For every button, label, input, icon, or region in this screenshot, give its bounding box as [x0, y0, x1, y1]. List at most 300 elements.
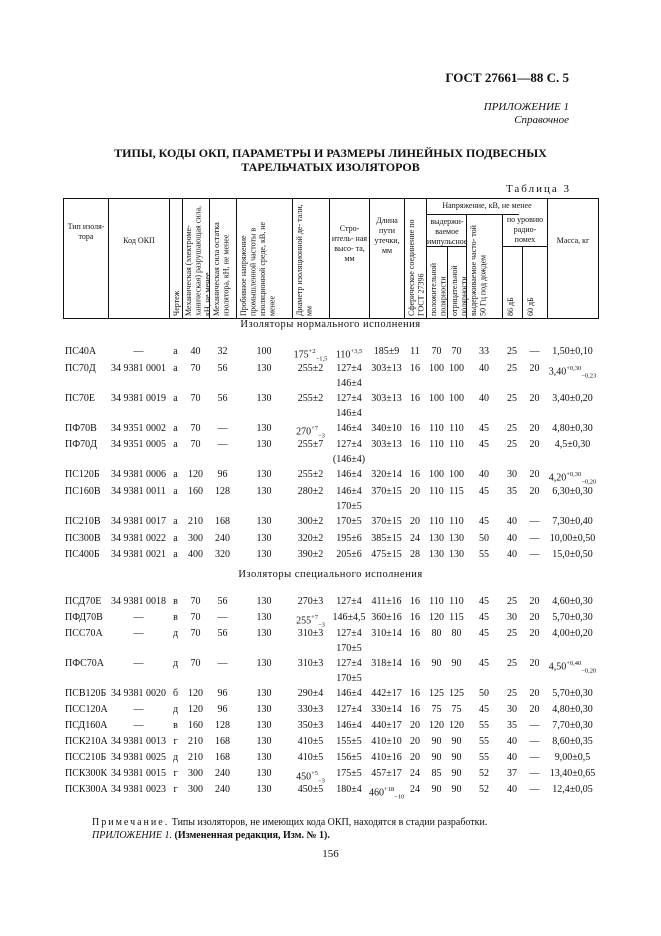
cell-neg: 90	[451, 784, 462, 795]
cell-fr: 96	[217, 704, 228, 715]
col-negative: отрицательной полярности	[450, 265, 469, 316]
cell-rain: 33	[479, 346, 489, 357]
cell-dr: д	[172, 658, 179, 669]
cell-r86: 37	[507, 768, 517, 779]
cell-pos: 110	[429, 439, 444, 450]
cell-type: ПФ70Д	[65, 439, 97, 450]
cell-neg: 100	[449, 393, 464, 404]
cell-type: ПСС210Б	[65, 752, 107, 763]
cell-neg: 80	[451, 628, 462, 639]
cell-okp: —	[133, 628, 144, 639]
cell-d: 255±7	[297, 439, 324, 450]
cell-u: 130	[256, 393, 272, 404]
cell-h: 146±4	[336, 720, 362, 731]
col-withstand: выдержи- ваемое импульсное	[427, 217, 468, 246]
cell-r60: 20	[529, 469, 540, 480]
cell-r86: 25	[507, 346, 517, 357]
cell-pos: 75	[431, 704, 442, 715]
cell-f: 210	[188, 752, 203, 763]
cell-rain: 45	[479, 486, 489, 497]
cell-dr: г	[173, 768, 178, 779]
cell-u: 130	[256, 439, 272, 450]
cell-d: 255±2	[297, 363, 324, 374]
cell-l: 303±13	[371, 439, 402, 450]
cell-r60: —	[529, 720, 540, 731]
cell-r60: —	[529, 346, 540, 357]
col-mass: Масса, кг	[556, 236, 590, 245]
cell-neg: 70	[451, 346, 462, 357]
cell-m: 13,40±0,65	[549, 768, 596, 779]
cell-d: 255±2	[297, 469, 324, 480]
cell-l: 303±13	[371, 363, 402, 374]
cell-fr: 320	[215, 549, 230, 560]
cell-m: 5,70±0,30	[552, 688, 593, 699]
cell-d: $270^{+7}_{-3}$	[296, 425, 325, 440]
cell-type: ПСВ120Б	[65, 688, 107, 699]
cell-h: 205±6	[336, 549, 362, 560]
cell-r60: —	[529, 736, 540, 747]
cell-dr: а	[173, 423, 178, 434]
cell-fr: 32	[217, 346, 228, 357]
col-okp: Код ОКП	[123, 236, 155, 245]
cell-c: 24	[410, 533, 420, 544]
table-row	[63, 703, 598, 717]
cell-h: 127±4	[336, 704, 362, 715]
cell-d: 330±3	[297, 704, 324, 715]
cell-neg: 130	[449, 533, 464, 544]
cell-c: 20	[410, 516, 420, 527]
cell-c: 11	[410, 346, 420, 357]
cell-r86: 40	[507, 516, 517, 527]
cell-fr: 96	[217, 469, 228, 480]
cell-pos: 120	[429, 612, 444, 623]
table-row	[63, 548, 598, 562]
cell-d: $175^{+2}_{-1,5}$	[293, 348, 328, 363]
cell-c: 20	[410, 752, 420, 763]
table-row	[63, 735, 598, 749]
cell-m: 5,70±0,30	[552, 612, 593, 623]
table-row	[63, 627, 598, 641]
cell-c: 20	[410, 736, 420, 747]
cell-dr: а	[173, 363, 178, 374]
cell-c: 28	[410, 549, 420, 560]
appendix-note: Справочное	[514, 114, 569, 126]
table-row-continuation	[63, 500, 598, 514]
cell-d: 320±2	[297, 533, 324, 544]
cell-d: 300±2	[297, 516, 324, 527]
cell-rain: 55	[479, 736, 489, 747]
cell-r86: 40	[507, 549, 517, 560]
cell-l: 440±17	[371, 720, 402, 731]
cell-okp: 34 9351 0005	[111, 439, 166, 450]
cell-type: ПС40А	[65, 346, 97, 357]
cell-okp: 34 9381 0018	[111, 596, 166, 607]
cell-pos: 70	[431, 346, 442, 357]
cell-r60: —	[529, 768, 540, 779]
col-mech-break: Механическая (электроме- ханическая) разрушающая сила, кН, не менее	[184, 205, 212, 316]
cell-r86: 25	[507, 393, 517, 404]
cell-h-alt: 170±5	[336, 643, 362, 654]
col-height: Стро- итель- ная высо- та, мм	[331, 224, 368, 263]
cell-dr: д	[172, 752, 179, 763]
cell-r86: 40	[507, 752, 517, 763]
cell-h-alt: (146±4)	[332, 454, 366, 465]
cell-okp: —	[133, 720, 144, 731]
title-line-1: ТИПЫ, КОДЫ ОКП, ПАРАМЕТРЫ И РАЗМЕРЫ ЛИНЕЙНЫХ ПОДВЕСНЫХ	[114, 146, 547, 160]
cell-rain: 45	[479, 704, 489, 715]
cell-dr: а	[173, 439, 178, 450]
cell-rain: 55	[479, 752, 489, 763]
cell-type: ПС70Д	[65, 363, 96, 374]
table-row	[63, 422, 598, 440]
col-coupling: Сферическое соединение по ГОСТ 27396	[407, 219, 426, 316]
cell-r60: 20	[529, 628, 540, 639]
cell-r60: —	[529, 533, 540, 544]
page-title	[0, 146, 661, 174]
cell-okp: 34 9381 0022	[111, 533, 166, 544]
cell-d: 310±3	[297, 628, 324, 639]
cell-fr: 56	[217, 393, 228, 404]
cell-c: 20	[410, 720, 420, 731]
cell-c: 16	[410, 612, 420, 623]
table-row	[63, 515, 598, 529]
cell-l: 475±15	[371, 549, 402, 560]
cell-d: 410±5	[297, 736, 324, 747]
cell-rain: 40	[479, 469, 489, 480]
cell-m: 9,00±0,5	[554, 752, 591, 763]
cell-rain: 40	[479, 363, 489, 374]
cell-m: 7,70±0,30	[552, 720, 593, 731]
cell-okp: 34 9381 0017	[111, 516, 166, 527]
cell-neg: 115	[449, 612, 464, 623]
cell-l: 410±10	[371, 736, 402, 747]
cell-l: 442±17	[371, 688, 402, 699]
cell-pos: 110	[429, 596, 444, 607]
cell-dr: в	[173, 612, 178, 623]
cell-r86: 40	[507, 533, 517, 544]
cell-m: 4,80±0,30	[552, 423, 593, 434]
table-row	[63, 468, 598, 486]
cell-pos: 130	[429, 549, 444, 560]
cell-okp: —	[133, 346, 144, 357]
cell-dr: в	[173, 596, 178, 607]
cell-okp: 34 9381 0023	[111, 784, 166, 795]
table-row	[63, 438, 598, 452]
cell-dr: б	[172, 688, 179, 699]
cell-l: 360±16	[371, 612, 402, 623]
cell-d: 450±5	[297, 784, 324, 795]
cell-pos: 110	[429, 423, 444, 434]
table-row-continuation	[63, 642, 598, 656]
cell-u: 100	[256, 346, 272, 357]
cell-okp: 34 9381 0025	[111, 752, 166, 763]
cell-h-alt: 170±5	[336, 673, 362, 684]
cell-l: 457±17	[371, 768, 402, 779]
cell-fr: —	[217, 423, 228, 434]
cell-h: 127±4	[336, 596, 362, 607]
cell-m: $4,20^{+0,30}_{-0,20}$	[548, 471, 597, 486]
cell-r86: 35	[507, 486, 517, 497]
cell-r60: —	[529, 752, 540, 763]
cell-r86: 25	[507, 363, 517, 374]
cell-okp: —	[133, 612, 144, 623]
table-row	[63, 595, 598, 609]
cell-pos: 100	[429, 363, 444, 374]
cell-dr: а	[173, 393, 178, 404]
appendix-title: ПРИЛОЖЕНИЕ 1	[483, 101, 569, 113]
cell-c: 24	[410, 768, 420, 779]
cell-h: 146±4	[336, 688, 362, 699]
cell-c: 16	[410, 423, 420, 434]
cell-f: 70	[190, 596, 201, 607]
cell-m: 7,30±0,40	[552, 516, 593, 527]
cell-pos: 110	[429, 486, 444, 497]
cell-f: 300	[188, 784, 203, 795]
cell-dr: а	[173, 516, 178, 527]
cell-f: 120	[188, 469, 203, 480]
cell-c: 16	[410, 628, 420, 639]
cell-r60: 20	[529, 704, 540, 715]
table-row	[63, 719, 598, 733]
cell-l: 370±15	[371, 486, 402, 497]
cell-fr: 240	[215, 768, 230, 779]
cell-u: 130	[256, 628, 272, 639]
cell-r86: 30	[507, 612, 517, 623]
cell-h-alt: 146±4	[336, 408, 362, 419]
cell-r60: 20	[529, 688, 540, 699]
table-row	[63, 532, 598, 546]
cell-okp: 34 9381 0001	[111, 363, 166, 374]
cell-type: ПСК300К	[65, 768, 108, 779]
cell-l: 370±15	[371, 516, 402, 527]
cell-type: ПС210В	[65, 516, 101, 527]
section-normal: Изоляторы нормального исполнения	[240, 319, 421, 330]
cell-u: 130	[256, 596, 272, 607]
cell-c: 16	[410, 658, 420, 669]
cell-type: ПФД70В	[65, 612, 103, 623]
cell-neg: 125	[449, 688, 464, 699]
cell-neg: 100	[449, 469, 464, 480]
cell-r86: 25	[507, 596, 517, 607]
cell-m: $3,40^{+0,30}_{-0,23}$	[548, 365, 597, 380]
col-type: Тип изоля- тора	[67, 222, 105, 241]
note-label: Примечание.	[92, 817, 170, 828]
cell-d: 290±4	[297, 688, 324, 699]
cell-rain: 50	[479, 533, 489, 544]
table-row	[63, 767, 598, 785]
cell-u: 130	[256, 688, 272, 699]
cell-h-alt: 146±4	[336, 378, 362, 389]
cell-rain: 45	[479, 516, 489, 527]
appendix-header	[484, 101, 569, 127]
cell-r86: 25	[507, 423, 517, 434]
cell-pos: 110	[429, 516, 444, 527]
col-r60: 60 дБ	[526, 297, 535, 316]
cell-okp: 34 9381 0013	[111, 736, 166, 747]
cell-pos: 90	[431, 736, 442, 747]
cell-pos: 85	[431, 768, 442, 779]
cell-h: 127±4	[336, 393, 362, 404]
cell-r86: 25	[507, 439, 517, 450]
cell-neg: 90	[451, 736, 462, 747]
cell-dr: г	[173, 784, 178, 795]
table-row	[63, 687, 598, 701]
cell-type: ПФ70В	[65, 423, 97, 434]
footnote	[92, 816, 487, 842]
cell-r86: 30	[507, 704, 517, 715]
cell-d: 255±2	[297, 393, 324, 404]
cell-m: 4,5±0,30	[554, 439, 591, 450]
cell-h: 170±5	[336, 516, 362, 527]
col-impulse-test: Пробивное напряжение промышленной частоты в изоляционной среде, кВ, не менее	[239, 221, 277, 316]
cell-type: ПС70Е	[65, 393, 95, 404]
cell-c: 16	[410, 704, 420, 715]
cell-type: ПСС120А	[65, 704, 108, 715]
cell-d: 280±2	[297, 486, 324, 497]
cell-m: 12,4±0,05	[552, 784, 593, 795]
cell-h: 146±4,5	[332, 612, 366, 623]
cell-l: 385±15	[371, 533, 402, 544]
cell-r60: —	[529, 784, 540, 795]
cell-dr: г	[173, 736, 178, 747]
cell-f: 300	[188, 533, 203, 544]
cell-f: 160	[188, 486, 203, 497]
table-row-continuation	[63, 672, 598, 686]
cell-okp: 34 9381 0006	[111, 469, 166, 480]
cell-r60: 20	[529, 658, 540, 669]
cell-u: 130	[256, 533, 272, 544]
cell-rain: 55	[479, 720, 489, 731]
cell-fr: —	[217, 439, 228, 450]
cell-f: 210	[188, 516, 203, 527]
cell-okp: 34 9381 0011	[111, 486, 166, 497]
table-row	[63, 345, 598, 363]
cell-rain: 45	[479, 423, 489, 434]
cell-d: 310±3	[297, 658, 324, 669]
cell-dr: в	[173, 720, 178, 731]
cell-h: 127±4	[336, 658, 362, 669]
cell-f: 70	[190, 363, 201, 374]
cell-fr: 128	[215, 486, 230, 497]
cell-c: 24	[410, 784, 420, 795]
cell-u: 130	[256, 720, 272, 731]
cell-r60: 20	[529, 363, 540, 374]
cell-h: 146±4	[336, 486, 362, 497]
cell-l: $460^{+18}_{-10}$	[369, 786, 405, 801]
table-row	[63, 657, 598, 675]
cell-h: 195±6	[336, 533, 362, 544]
cell-fr: —	[217, 658, 228, 669]
cell-rain: 45	[479, 658, 489, 669]
cell-rain: 45	[479, 612, 489, 623]
cell-r86: 40	[507, 784, 517, 795]
cell-type: ПСС70А	[65, 628, 103, 639]
cell-neg: 110	[449, 423, 464, 434]
cell-rain: 45	[479, 439, 489, 450]
cell-pos: 90	[431, 784, 442, 795]
cell-neg: 90	[451, 752, 462, 763]
cell-f: 70	[190, 612, 201, 623]
cell-type: ПСК300А	[65, 784, 108, 795]
cell-rain: 40	[479, 393, 489, 404]
cell-c: 16	[410, 596, 420, 607]
cell-d: $255^{+7}_{-3}$	[296, 614, 325, 629]
cell-rain: 50	[479, 688, 489, 699]
cell-fr: 96	[217, 688, 228, 699]
cell-f: 300	[188, 768, 203, 779]
cell-rain: 52	[479, 768, 489, 779]
cell-neg: 110	[449, 439, 464, 450]
cell-u: 130	[256, 612, 272, 623]
cell-c: 16	[410, 688, 420, 699]
cell-l: 318±14	[371, 658, 402, 669]
table-label: Таблица 3	[505, 183, 571, 195]
col-diameter: Диаметр изоляционной де- тали, мм	[295, 204, 314, 316]
cell-fr: 56	[217, 596, 228, 607]
cell-f: 120	[188, 704, 203, 715]
table-row	[63, 611, 598, 629]
cell-dr: а	[173, 469, 178, 480]
section-special: Изоляторы специального исполнения	[238, 569, 423, 580]
cell-fr: 168	[215, 516, 230, 527]
col-positive: положительной полярности	[429, 262, 448, 316]
note-text: Типы изоляторов, не имеющих кода ОКП, находятся в стадии разработки.	[169, 817, 488, 828]
cell-h: 146±4	[336, 423, 362, 434]
cell-neg: 130	[449, 549, 464, 560]
cell-l: 330±14	[371, 704, 402, 715]
page-number: 156	[322, 848, 339, 860]
cell-f: 120	[188, 688, 203, 699]
cell-r60: 20	[529, 486, 540, 497]
cell-d: $450^{+5}_{-3}$	[296, 770, 325, 785]
cell-u: 130	[256, 752, 272, 763]
cell-u: 130	[256, 363, 272, 374]
cell-f: 70	[190, 439, 201, 450]
cell-u: 130	[256, 516, 272, 527]
cell-m: $4,50^{+0,40}_{-0,20}$	[548, 660, 597, 675]
cell-dr: д	[172, 704, 179, 715]
cell-h: 156±5	[336, 752, 362, 763]
cell-r60: 20	[529, 423, 540, 434]
cell-m: 4,80±0,30	[552, 704, 593, 715]
cell-m: 1,50±0,10	[552, 346, 593, 357]
cell-u: 130	[256, 784, 272, 795]
cell-type: ПСК210А	[65, 736, 108, 747]
cell-rain: 45	[479, 628, 489, 639]
cell-r86: 25	[507, 658, 517, 669]
table-row	[63, 392, 598, 406]
cell-type: ПС160В	[65, 486, 101, 497]
col-radio: по уровню радио- помех	[506, 215, 544, 244]
cell-okp: 34 9381 0015	[111, 768, 166, 779]
document-id: ГОСТ 27661—88 С. 5	[445, 70, 569, 85]
cell-r60: —	[529, 549, 540, 560]
cell-c: 16	[410, 469, 420, 480]
cell-fr: 168	[215, 752, 230, 763]
cell-fr: 240	[215, 533, 230, 544]
cell-u: 130	[256, 704, 272, 715]
cell-type: ПС300В	[65, 533, 101, 544]
cell-okp: 34 9351 0002	[111, 423, 166, 434]
cell-f: 210	[188, 736, 203, 747]
cell-neg: 90	[451, 658, 462, 669]
cell-r86: 35	[507, 720, 517, 731]
cell-r60: 20	[529, 439, 540, 450]
col-drawing: Чертеж	[172, 290, 181, 316]
cell-type: ПСД70Е	[65, 596, 102, 607]
cell-r86: 30	[507, 469, 517, 480]
cell-l: 185±9	[373, 346, 400, 357]
